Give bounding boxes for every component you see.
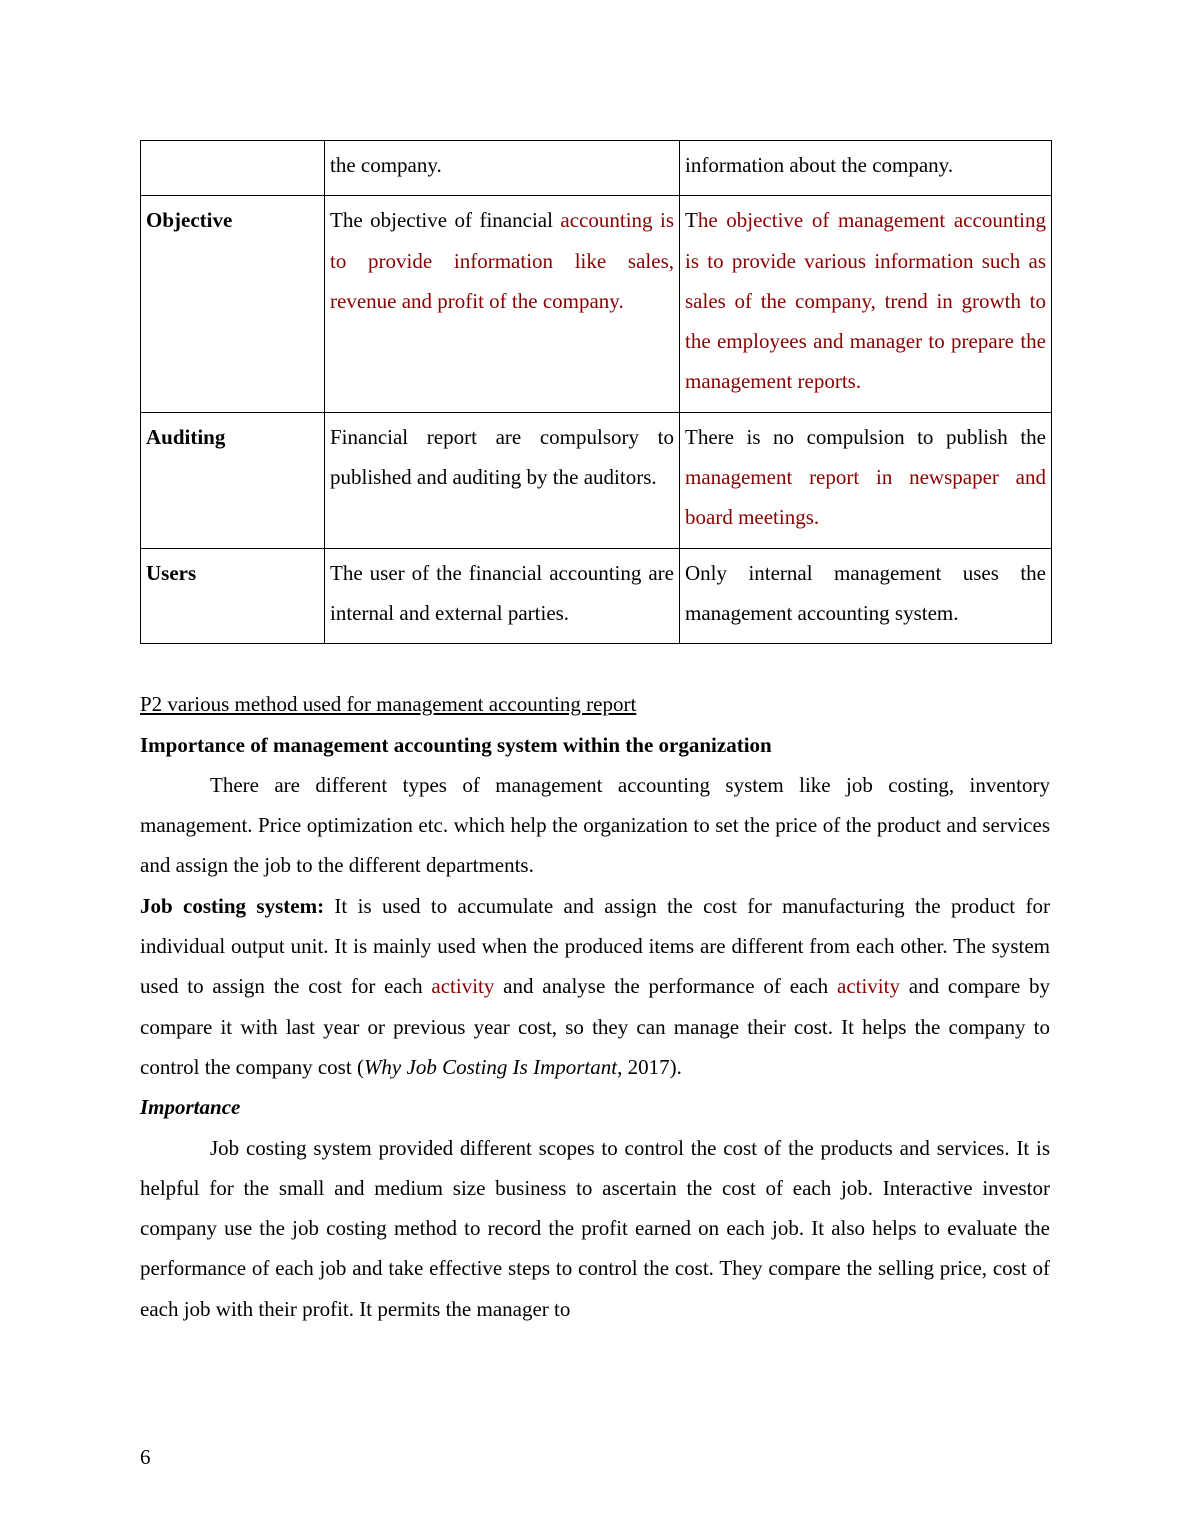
table-row [141,548,1052,644]
activity-term: activity [431,974,495,999]
row-label: Auditing [141,412,325,548]
management-cell: There is no compulsion to publish the management report in newspaper and board meetings. [680,412,1052,548]
row-label [141,141,325,196]
activity-term: activity [837,974,900,999]
document-page [140,140,1050,1329]
row-label: Users [141,548,325,644]
management-cell: The objective of management accounting is to provide various information such as sales of the company, trend in growth to the employees and manager to prepare the management reports. [680,196,1052,412]
financial-cell: The objective of financial accounting is to provide information like sales, revenue and profit of the company. [325,196,680,412]
subheading: Importance of management accounting system within the organization [140,732,772,757]
job-costing-term: Job costing system: [140,893,325,918]
intro-paragraph: There are different types of management accounting system like job costing, inventory management. Price optimization etc. which help the organization to set the price of the product and services and assign the job to the different departments. [140,772,1050,878]
job-costing-paragraph: Job costing system: It is used to accumulate and assign the cost for manufacturing the product for individual output unit. It is mainly used when the produced items are different from each other. The system used to assign the cost for each activity and analyse the performance of each activity and compare by compare it with last year or previous year cost, so they can manage their cost. It helps the company to control the company cost (Why Job Costing Is Important, 2017). [140,893,1051,1079]
financial-cell: Financial report are compulsory to published and auditing by the auditors. [325,412,680,548]
comparison-table [140,140,1052,644]
financial-cell: the company. [325,141,680,196]
citation-title: Why Job Costing Is Important [363,1054,618,1079]
importance-paragraph: Job costing system provided different scopes to control the cost of the products and services. It is helpful for the small and medium size business to ascertain the cost of each job. Interactive investor company use the job costing method to record the profit earned on each job. It also helps to evaluate the performance of each job and take effective steps to control the cost. They compare the selling price, cost of each job with their profit. It permits the manager to [140,1135,1050,1321]
row-label: Objective [141,196,325,412]
section-heading: P2 various method used for management accounting report [140,692,637,717]
table-row [141,196,1052,412]
table-row [141,141,1052,196]
management-cell: Only internal management uses the management accounting system. [680,548,1052,644]
page-number: 6 [140,1445,151,1469]
importance-heading: Importance [140,1095,241,1120]
management-cell: information about the company. [680,141,1052,196]
financial-cell: The user of the financial accounting are internal and external parties. [325,548,680,644]
table-row [141,412,1052,548]
